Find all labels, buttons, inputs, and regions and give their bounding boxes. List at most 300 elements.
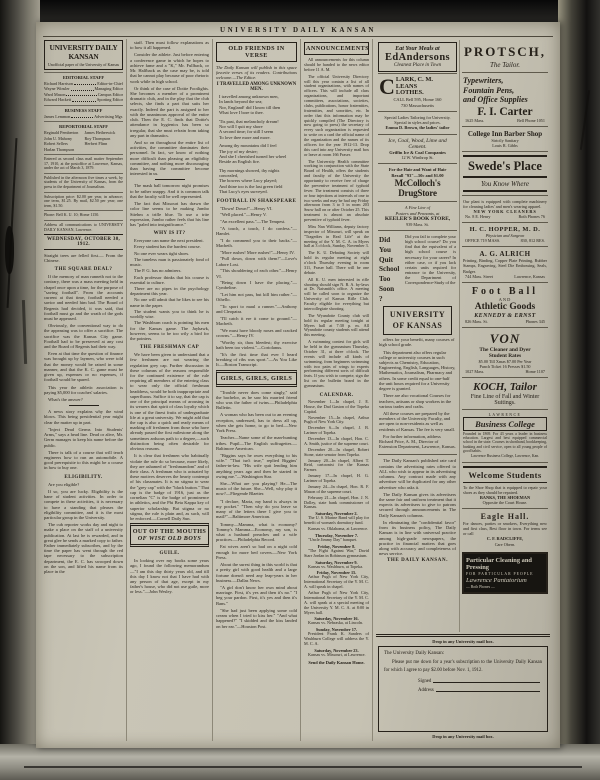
send-home-line: Send the Daily Kansan Home. [308, 659, 365, 665]
coupon-rule [376, 634, 550, 637]
paragraph: offers for your benefit, many courses of high school grade. [379, 337, 455, 348]
paragraph: In eliminating the "confidential favor" from its business policy, The Daily Kansan is in line with universal practice among high-grade newspapers, the practice in financial matters that goes along with accuracy and completeness of news service. [379, 519, 456, 557]
quote: "Pull down, down with them!"—Love's Labore Lost. [216, 256, 297, 267]
paragraph: staff. Then must follow explanations as to how it all happened. [130, 40, 209, 51]
verse-note: The Daily Kansan will publish in this space favorite verses of its readers. Contributions welcome.—The Editor. [216, 65, 297, 80]
quote: "Worthy sir, thou bleedest; thy exercise hath been too violent."—Coriolanus. [216, 339, 297, 351]
masthead-notice: Published in the afternoon five times a week, by students of the University of Kansas, from the press in the department of Journalism. [44, 174, 123, 190]
masthead-notices [44, 154, 123, 232]
ad-body: Special Ladies Tailoring for University. Special in styles and prices. [384, 115, 451, 126]
calendar-list [304, 400, 369, 658]
column-announcements [301, 39, 373, 741]
ad-address: OFFICE 719 MASS. [465, 238, 501, 244]
right-section [373, 39, 553, 741]
ad-headline: Foot Ball [471, 285, 539, 297]
calendar-item [304, 648, 369, 658]
scan-border-right [558, 0, 600, 780]
head-rule [43, 36, 553, 37]
calendar-date: Saturday, November 2. [315, 511, 358, 517]
quit-school-header [379, 234, 456, 304]
ad-word: Too [379, 275, 391, 284]
calendar-text: December 20—In chapel, Robert Stone, state senator from Topeka. [304, 446, 369, 457]
paragraph: The mask ball tomorrow night promises to be rather snappy. And it is common talk that the faculty will be well represented. [130, 183, 209, 199]
staff-name: Reginald Pemberton [44, 130, 79, 136]
masthead-notice: Phone: Bell K. U. 10; Home 1150. [44, 210, 123, 218]
ad-line: Student Rates [488, 352, 522, 359]
ad-word: You [379, 246, 391, 254]
calendar-headline: CALENDAR. [319, 391, 354, 398]
university-of-kansas-box: UNIVERSITY OF KANSAS [383, 306, 452, 335]
ad-word: Soon [379, 284, 395, 293]
why-is-it-headline: WHY IS IT? [153, 230, 186, 237]
calendar-item [304, 591, 369, 615]
calendar-text: President Frank K. Sanders of Washburn College will address the Y. M. C. A. [304, 631, 369, 646]
masthead-notice: Entered as second class mail matter September 17, 1910, at the postoffice at Lawrence, Kansas, under the act of March 3, 1879. [44, 156, 123, 171]
paragraph: The Washburn coach is pointing his men for the Kansas game. The Jayhawk, however, seems to be too wily a bird for the pointers. [130, 320, 209, 341]
ad-address-row [463, 274, 547, 279]
paragraph: Or think of the case of Dottie Footlights. She becomes a member of a prominent dramatic club, and in the play that the club selects, she finds a part that suits her exactly. Indeed the part is assigned to her with the unanimous approval of the entire club. Then the E. C. finds that Dottie's attendance in hygienics has been so irregular, that she must refrain from taking any part in dramatics. [130, 85, 209, 138]
ad-phone: — Both Phones — [466, 584, 495, 589]
ad-headline: Ice, Coal, Wood, Lime and Cement. [388, 137, 447, 150]
address-blank-line [436, 688, 540, 692]
advertiser-name: KENNEDY & ERNST [474, 312, 536, 319]
masthead-title: UNIVERSITY DAILY KANSAN [49, 43, 118, 61]
paragraph: The fact that Missouri has drawn the color line seems to be making Jumbo Stiehm a trifle blue. To use a trite expression, Jumbo rather feels that his line has "paled into insignificance." [130, 201, 209, 227]
editorial-continuation [130, 40, 209, 176]
ad-line: Care Obern. [494, 541, 516, 547]
calendar-item [304, 485, 369, 495]
freshman-cap-body [130, 352, 209, 521]
ad-alrich-printing [462, 246, 548, 281]
quit-school-words [379, 234, 405, 304]
scan-border-bottom [0, 744, 600, 780]
ad-phone: Both Phones 76 [518, 214, 545, 220]
scan-artifact-line [24, 766, 582, 768]
ad-line: The Cleaner and Dyer [479, 346, 531, 353]
dot-leader [66, 92, 96, 96]
section-divider [69, 405, 99, 406]
poem-stanza: Thy mornings showed, thy nights concealed, The bowers where Lucy played; And thine too is the last green field That Lucy's eyes surveyed. [219, 167, 283, 195]
paragraph: The Daily Kansan gives its advertisers the same fair and uniform treatment that it expects its advertisers to give to patrons secured through announcements in The Daily Kansan's columns. [379, 491, 456, 518]
calendar-item [304, 448, 369, 458]
ad-eagle-hall [462, 508, 548, 550]
calendar-item [304, 627, 369, 647]
calendar-text: Kansas vs. Washburn, at Topeka. [308, 563, 364, 569]
calendar-item [304, 400, 369, 415]
advertiser-name: H. C. HOPPER, M. D. [469, 226, 541, 234]
calendar-date: Sunday, November 17. [315, 627, 358, 633]
ad-body: Founded in 1869. For 43 years a leader in business education. Largest and best equipped commercial school in the state. Courses in shorthand, bookkeeping, banking and civil service, open to all young people of good habits. [463, 431, 547, 454]
calendar-item [304, 511, 369, 526]
dot-leader [74, 81, 96, 85]
ad-college-inn-barber [462, 126, 548, 151]
staff-name: Edward Hackett [44, 97, 72, 103]
ad-line: Eat Your Meals at [395, 46, 440, 52]
announcement: A swimming contest for girls will be held in the gymnasium Thursday, October 31, at three o'clock. The events will include all kinds of swimming, from beginners swimming with two pairs of wings to experts performing different sorts of difficult feats. If you wish to compete, sign the list on the bulletin board in the gymnasium. [304, 339, 369, 388]
paragraph: Obviously, the conventional way to do the appeasing was to offer a sacrifice. The sacrifice was the Kansas City game. Football had to be preserved at any cost and the Board of Regents had their way. [44, 323, 123, 350]
ad-headline: Welcome Students [463, 466, 547, 483]
ad-swedes-place [462, 151, 548, 195]
calendar-text: Arthur Pugh of New York City, International Secretary of the Y. M. C. A. will speak at a special meeting of the University Y. M. C. A. at 8:00 in Myers hall. [304, 590, 369, 615]
advertiser-name: Emma D. Brown, the ladies' tailor [385, 125, 450, 131]
quote: "Being down I have the placing."—Cymbeline. [216, 280, 297, 291]
ad-phone: Bell Phone 1051 [517, 117, 545, 123]
ad-headline: Particular Cleaning and Pressing [466, 556, 532, 571]
ad-clark-headline [379, 73, 456, 99]
paragraph: Are you eligible? [48, 481, 80, 487]
scan-artifact-blotch [5, 226, 14, 274]
ad-line: Opposite the Court House. [482, 500, 528, 506]
staff-name: Ward Mason [44, 91, 66, 97]
masthead-subtitle: Unofficial paper of the University of Kansas [47, 62, 120, 67]
announcement: The official University Directory will this year contain a list of all student organizations, with names of officers. This will include all class organizations, and important committees, associations, societies, clubs, publications, honor fraternities, fraternities, and sororities, etc. In order that this information may be quickly compiled (The Directory is now going to press) the secretary of every such organization is requested to write on a card the official name of the organization and the names of its officers for the year 1912-13. Drop this card into any University mail box or leave at room 166 Fraser. [304, 73, 369, 157]
subscription-coupon [378, 646, 548, 732]
joke: Tommy—Mamma, what is economy? Tommy's Mamma—Economy, my son, is what a husband preaches and a wife practices.—Philadelphia Record. [216, 521, 297, 543]
calendar-date: Saturday, November 9. [315, 559, 358, 565]
advertiser-name: Swede's Place [463, 155, 547, 178]
paragraph: Even at that time the question of finance was brought up by laymen, who were told that the money would be raised in some manner, and that the K. C. game must be given up, expenses or no expenses, if football would be spared. [44, 351, 123, 383]
staff-name: Roy Thompson [84, 135, 111, 141]
ad-koch-tailor [462, 377, 548, 409]
ad-address-row [463, 118, 547, 123]
ad-body: For dances, parties or smokers, Everything new and first class, Best floor in town. For terms see or call [463, 521, 547, 537]
girls-box: GIRLS, GIRLS, GIRLS [216, 370, 297, 387]
list-item: No one will admit that he likes to see his name in the paper. [130, 297, 209, 308]
ad-columns [376, 40, 550, 632]
ad-carter [462, 72, 548, 126]
staff-name: Harlan Thompson [44, 146, 75, 152]
guile-headline: GUILE. [159, 550, 180, 557]
ad-line: LARK, C. M. [395, 76, 433, 83]
ad-address-row [463, 369, 547, 374]
running-head: UNIVERSITY DAILY KANSAN [220, 26, 376, 34]
coupon-salutation: The University Daily Kansan: [384, 651, 445, 656]
ad-city: Lawrence, Kansas [514, 273, 545, 279]
ad-business-college [462, 409, 548, 462]
dot-leader [72, 97, 96, 101]
ad-line: Typewriters, [463, 76, 504, 85]
column-masthead-editorial [41, 39, 127, 741]
calendar-date: Friday, November 8. [317, 543, 356, 549]
announcements-note: All announcements for this column should be handed to the news editor before 11 A. M. [304, 57, 369, 72]
ad-line: Posters and Pennants, at [395, 210, 440, 216]
advertiser-name: Lawrence Pantatorium [466, 576, 527, 584]
editorial-staff-heading: EDITORIAL STAFF [44, 72, 123, 80]
joke: Teacher—Name some of the man-hunting tribes. Pupil—The English suffragettes.—Baltimore American. [216, 435, 297, 451]
paragraph: A news story explains why the wind blows. This being presidential year might clear the matter up in part. [44, 409, 123, 425]
ad-address: 730 Massachusetts [400, 102, 435, 108]
calendar-item [304, 544, 369, 559]
list-item: No one ever wears tight shoes. [134, 250, 190, 256]
advertiser-name: PROTSCH, [463, 44, 547, 59]
paragraph: This year the athletic association is paying $5,000 for coaches' salaries. [44, 384, 123, 395]
joke: Fat wives aren't so bad on a night cold enough for more bed covers.—New York Press. [216, 544, 297, 560]
editorial-shorts [44, 409, 123, 470]
ad-rates [463, 359, 547, 369]
ad-paragraphs [379, 458, 456, 556]
ad-body: Our plant is equipped with complete machinery for cleaning ladies' and men's wearing apparel. [463, 198, 547, 209]
quote: "I'll catch it ere it come to ground."—Macbeth. [216, 316, 297, 327]
advertiser-name: EdAndersons [384, 52, 451, 63]
calendar-text: December 6—In chapel, J. B. Larimer of Topeka. [304, 425, 369, 436]
ad-lawrence-pantatorium [462, 552, 548, 594]
ad-address: 1625 Mass. [465, 117, 485, 123]
old-friends-box: OLD FRIENDS IN VERSE [216, 42, 297, 62]
calendar-text: November 1—In chapel, J. E. House, the Dad Gaston of the Topeka Capital. [304, 398, 369, 414]
calendar-text: Kansas vs. Oklahoma, at Lawrence. [308, 526, 369, 531]
paragraph: This department also offers regular college or university courses in such subjects as Chemistry, Education, Engineering, English, Languages, History, Mathematics, Journalism, Pharmacy and others. In some credit equal to one-half the unit hours required for a University degree is granted. [379, 349, 456, 392]
staff-role: Sporting Editor [97, 97, 123, 103]
ad-line: You Know Where [463, 180, 547, 192]
joke: "Biggins says he owes everything to his wife." "That isn't true," replied Biggins' father-in-law. "His wife quit lending him anything years ago and then he started in owing me."—Washington Star. [216, 452, 297, 479]
quote: "We must have bloody noses and cracked crowns."—Henry IV. [216, 328, 297, 339]
staff-role: Editor-in-Chief [97, 81, 123, 86]
staff-name: Robert Sellers [44, 141, 68, 147]
ad-address: 744 Mass. Street [465, 273, 494, 279]
joke: "She had just been applying some cold cream when I tried to kiss her." "And what happened?" "I skidded and the kiss landed on her ear."—Houston Post. [216, 607, 297, 629]
paragraph: There is talk of a course that will teach engineers how to run an automobile. A good prerequisite to this might be a course in how to buy one. [44, 449, 123, 471]
ad-word: Quit [379, 255, 393, 264]
ad-griffin-ice-coal [378, 134, 457, 164]
list-item: There are no pipes in the psychology department this year. [130, 285, 209, 297]
poem-stanza: I travelled among unknown men, In lands beyond the sea; Nor, England! did I know till then What love I bore to thee. [219, 94, 281, 116]
paragraph: What's the answer? [48, 397, 83, 403]
ad-phone: 830, 812 RES. [520, 238, 545, 244]
calendar-text: The U. S. Marine Band will play for benefit of woman's dormitory fund. [304, 515, 369, 526]
ad-lines [396, 77, 433, 97]
list-item: Everyone can name the next president. [134, 238, 204, 244]
paragraph: We have been given to understand that a few freshmen are not wearing the regulation grey cap. Further discussion in these columns of the reasons responsible for the continued existence of the rule requiring all members of the entering class to wear only the official freshman headdress, would be both inappropriate and superfluous. Suffice it to say, that the cap is one of the principal means of arousing in its wearers that spirit of class loyalty which is one of the finest fruits of undergraduate life at a great university. We might add that the cap is also a quick and ready means of marking off freshmen from those who have already passed the first milestone along the sometimes arduous path to a degree,—such distinction being often desirable for obvious reasons. [130, 352, 209, 452]
paragraph: It is clear that freshmen who habitually violate the rule do so because, more likely, they are ashamed of "freshmandom" and of their class. A freshman who is actuated by these motives deserves the hearty contempt of his classmates. It is no stigma to wear the "grey cap" with the "black button." That cap is the badge of 1916, just as the cornelian "C" is the badge of prominence in athletics, and the Phi Beta Kappa key of superior scholarship. But stigma or no stigma, the rule is plain and, as such, will be enforced.—Cornell Daily Sun. [130, 453, 209, 521]
quote: "An excellent pass."—The Tempest. [220, 219, 286, 225]
paragraph: There are also vocational Courses for teachers, artisans or shop workers in the various trades and crafts. [379, 393, 452, 409]
shakespeare-quotes [216, 206, 297, 368]
jokes-list [216, 390, 297, 629]
advertiser-name: NEW YORK CLEANERS [473, 208, 537, 214]
paragraph: All these courses are prepared by the members of the University Faculty, and are open to non-residents as well as residents of Kansas. The fee is very small. [379, 410, 456, 432]
ad-line: Louis R. Gibbs [492, 142, 518, 148]
masthead-notice: Subscription price: $2.00 per year, in advance; one term, $1.25. By mail, $2.50 per year; one term, $1.50. [44, 193, 123, 208]
ad-body: To the Shoe Shop that is equipped to repair your shoes as they should be repaired. [463, 484, 547, 495]
paragraph: The cub reporter works day and night to make a place on the staff of a university publication. At last he is rewarded, and in great glee he sends a marked copy to father. Father immediately subscribes, and by the time the paper has went through the red tape necessary to the subscription department, the E. C. has swooped down on the son, and lifted his name from its place in the [44, 522, 123, 575]
ad-lines [463, 76, 547, 105]
ad-address: 826 Mass. St. [465, 318, 488, 324]
advertiser-name: Griffin Ice & Coal Companies [389, 149, 446, 155]
ad-word: Did [379, 236, 391, 245]
advertiser-name: VON [489, 330, 521, 346]
ad-offer: Rexall "93"—50c and $1.00 [391, 172, 444, 178]
joke: A woman who has been out to an evening reception, undressed, has to dress all up, when she gets home, to go to bed.—New York Press. [216, 412, 297, 434]
calendar-item [304, 560, 369, 570]
shakespeare-headline: FOOTBALL IN SHAKSPEARE [216, 197, 297, 204]
staff-row [44, 97, 123, 102]
paragraph: Consider the athlete. Just before entering a conference game in which he hopes to achieve fame and a "K," Mr. Fullback, or Mr. Halfback as the case may be, is told that he cannot play because of poor rhetoric work while in high school. [130, 52, 209, 84]
list-item: The student wants you to think he is worldly wise. [130, 308, 209, 320]
calendar-text: February 21—In chapel, Hon. J. N. Dolley, state bank commissioner of Kansas. [304, 494, 369, 510]
advertiser-name: BANKS, THE SHOEMAN [479, 494, 531, 500]
announcement: The University Health committee working in conjunction with the State Board of Health, offers the students and faculty of the University the opportunity to receive free of charge the preventive treatment of typhoid fever. The treatment consists of three or four injections at intervals of one to two weeks and may be had any Friday afternoon from 3 to 5 in room 203 Snow hall on or after October 25. This treatment is almost an absolute preventive of typhoid fever. [304, 158, 369, 222]
announcements-list [304, 75, 369, 389]
joke: About the surest thing in this world is that a pretty girl with good health and a large fortune doesn't need any leap-years in her business.—Dallas News. [216, 562, 297, 583]
ad-kennedy-ernst [462, 282, 548, 327]
quote: "This shouldering of each other."—Henry VI. [216, 268, 297, 279]
calendar-item [304, 437, 369, 447]
ad-line: AND [498, 296, 512, 302]
ad-line: LAWRENCE [488, 412, 522, 417]
ad-headline: For the Hair and Want of Hair [388, 167, 447, 173]
staff-name: Wayne Winsler [44, 86, 70, 92]
calendar-item [304, 474, 369, 484]
calendar-date: Saturday, November 23. [314, 647, 359, 653]
ad-correspondence-study [378, 230, 457, 454]
ad-contact: C. F. RADCLIFFE, [486, 536, 524, 542]
paragraph: And so on throughout the entire list of activities, the committee dominates their personnel. In fact, we know of nothing more difficult than pleasing an eligibility committee, and nothing more discouraging than having the committee become interested in us. [130, 139, 209, 177]
ad-rate-card-house [378, 454, 457, 566]
business-staff-list [44, 114, 123, 119]
calendar-item [304, 459, 369, 474]
ad-column-middle [376, 40, 460, 632]
ad-line: A Fine Line of [404, 205, 431, 211]
signed-label: Signed [418, 679, 432, 685]
list-item: Every student has the hardest course. [134, 244, 201, 250]
eligibility-body [44, 482, 123, 575]
advertiser-name: College Inn Barber Shop [467, 129, 543, 138]
ad-line: LOTHES. [395, 89, 424, 97]
calendar-item [304, 616, 369, 626]
quote: "More rushes! More rushes!"—Henry IV. [220, 249, 295, 255]
ad-line: Strictly Sanitary [491, 137, 519, 143]
ad-hopper-md [462, 222, 548, 246]
ad-headline: Athletic Goods [474, 301, 536, 312]
quote: "To sport to maul a runner."—Anthony and Cleopatra. [216, 304, 297, 315]
reportorial-staff-list [44, 130, 123, 152]
coupon-address-row [384, 688, 542, 693]
masthead-notice: Address all communications to UNIVERSITY DAILY KANSAN, Lawrence. [44, 222, 123, 232]
staff-name: James Lemmon [44, 113, 71, 119]
advertiser-name: KEELER'S BOOK STORE, [384, 216, 451, 223]
ad-line: Lawrence Business College, Lawrence, Kan. [470, 454, 540, 459]
box-headline-line: OF WISE OLD BOYS [137, 535, 202, 543]
coupon-drop-line: Drop in any University mail box. [432, 734, 494, 739]
ad-line: and Office Supplies [463, 95, 528, 105]
editorial-body [44, 274, 123, 402]
section-divider [155, 179, 185, 180]
ad-column-right [460, 40, 550, 632]
ad-line: Fine Line of Fall and Winter Suitings. [470, 393, 540, 406]
ad-word: ? [379, 294, 383, 303]
paragraph: For further information, address Richard Price, A. M., Director of Extension Department, Lawrence, Kansas. [379, 433, 456, 450]
calendar-item [304, 527, 369, 532]
ad-von-cleaner [462, 327, 548, 377]
ad-line: Fountain Pens, [463, 85, 515, 95]
ad-protsch [462, 41, 548, 72]
wise-old-boys-box [130, 523, 209, 547]
calendar-date: Thursday, November 7. [314, 532, 359, 538]
column-editorial-continued [127, 39, 213, 741]
poem-stanza: Among thy mountains did I feel The joy of my desire; And she I cherished turned her wheel Beside an English fire. [219, 143, 287, 165]
quote: "Well placed."—Henry V. [220, 212, 267, 218]
announcement: The Wyandotte County club will hold its regular meeting tonight at Myers hall at 7:30 p. m. All Wyandotte county students will attend this meeting. [304, 312, 369, 338]
column-verse-jokes [213, 39, 301, 741]
paragraph: "Inject Dead Germs Into Students' Arms," says a head line. Dead or alive, Mr. Germ manages to keep his name before the public. [44, 426, 123, 448]
calendar-text: January 20—In chapel, Albert T. Reid, cartoonist for the Kansas Farmer. [304, 457, 369, 473]
list-item: The P. G. has no admirers. [134, 268, 182, 274]
calendar-text: January 24—In chapel, Hon. R. F. Mason of the supreme court. [304, 483, 369, 494]
coupon-signed-row [384, 679, 542, 684]
calendar-text: Arthur Pugh of New York City, International Secretary of the Y. M. C. A. will speak in chapel. [304, 574, 369, 590]
ad-line: LEANS [395, 82, 418, 90]
quote: "I do commend you to their backs."—Macbeth. [216, 237, 297, 248]
calendar-date: Friday, November 15. [316, 570, 357, 576]
ad-body: Did you fail to complete your high school course? Do you find that the equivalent of a high school course is necessary for your career? In either case, or if you lack certain units required for entrance to the University, the Department of Correspondence-Study of the [405, 234, 456, 285]
ad-phone: CALL Bell 595, Home 160 [393, 97, 442, 103]
paragraph: In looking over my books some years ago, I found the following memorandum—"I am this day thirty years old, and till this day I know not that I have had with any person of that age, except in my father's house, who did not use guile, more or less."—John Wesley. [130, 558, 209, 595]
dot-leader [71, 114, 93, 118]
paragraph: If so, you are lucky. Eligibility is the bane of student activities. In order to compete in these activities, it is necessary to have a standing that pleases the eligibility committee, and it is the most particular group in the University. [44, 488, 123, 520]
list-item: Each professor thinks that his course is essential to culture. [130, 274, 209, 285]
ad-line: The Tailor. [489, 61, 521, 69]
ad-address-row [463, 214, 547, 219]
paragraph: The Daily Kansan's published rate card contains the advertising rates offered to ALL who wish to appear in its advertising columns. Any contract made with any advertiser will be duplicated for any other advertiser who asks it. [379, 458, 456, 490]
poem-title: I TRAVELLED AMONG UNKNOWN MEN. [216, 82, 297, 92]
staff-role: Advertising Mgr. [94, 113, 123, 119]
ad-word: School [379, 265, 400, 274]
ad-line: Physician and Surgeon [485, 233, 525, 239]
staff-name: James Hetherwick [84, 130, 116, 136]
coupon-body: Please put me down for a year's subscription to the University Daily Kansan for which I agree to pay $2.00 before Nov. 1, 1912. [384, 660, 542, 674]
ad-line: FOR PARTICULAR PEOPLE [466, 571, 534, 576]
announcement: All K. U. men interested in rifle shooting should sign N. R. A. by-laws at Dr. Naismith's office. A meeting will be called soon to organize the University of Kansas Rifle Club. Faculty eligible for everything but intercollegiate shooting. [304, 276, 369, 311]
advertiser-name: F. I. Carter [477, 105, 533, 118]
ad-line: Cleanest Place in Town [393, 63, 442, 68]
joke: "I declare, Maria, my hand is always in my pocket." "Then why do you leave so many of the letters there I give you to mail?"—Baltimore American. [216, 498, 297, 520]
quote: "A touch, a touch, I do confess."—Hamlet. [216, 225, 297, 237]
eligibility-headline: ELIGIBILITY. [64, 473, 103, 480]
motto: Straight trees are felled first.— From the Chinese. [44, 253, 123, 264]
calendar-text: Kansas vs. Missouri, at Lawrence. [308, 651, 366, 657]
address-label: Address [418, 688, 434, 694]
calendar-text: November 15—In chapel, Arthur Pugh of New York City. [304, 414, 369, 425]
poem-stanza: 'Tis past, that melancholy dream! Nor will I quit my shore A second time; for still I seem To love thee more and more. [219, 118, 279, 140]
dot-leader [71, 86, 94, 90]
ad-new-york-cleaners [462, 195, 548, 223]
ad-ed-andersons [378, 42, 457, 72]
announcements-box: ANNOUNCEMENTS [304, 42, 369, 55]
ad-body: Printing, Binding, Copper Plate Printing, Rubber Stamps, Engraving, Steel Die Embossing, Seals, Badges [463, 258, 547, 274]
scan-border-left [0, 0, 40, 780]
ad-address: 12 W. Winthrop St. [401, 155, 434, 161]
drop-cap: C [379, 73, 395, 99]
calendar-item [304, 570, 369, 590]
calendar-text: January 17—In chapel, H. G. Larimer of Topeka. [304, 473, 369, 483]
ad-mccolloch-drugstore [378, 163, 457, 201]
poem [216, 94, 297, 195]
calendar-item [304, 496, 369, 511]
announcement: The K. U. Debating Society will hold its regular meeting at eight o'clock Thursday evening in room 311, Fraser hall. There will be one debate. [304, 250, 369, 275]
list-item: The tuneless man is passionately fond of music. [130, 256, 209, 268]
staff-role: Managing Editor [94, 86, 123, 92]
ad-address: 939 Mass. St. [406, 222, 429, 228]
dateline: WEDNESDAY, OCTOBER 30, 1912. [44, 234, 123, 250]
scan-border-top [0, 0, 600, 24]
staff-name: John U. Mahony [44, 135, 73, 141]
advertiser-name: A. G. ALRICH [479, 250, 531, 259]
staff-row [44, 114, 123, 119]
advertiser-name: Eagle Hall. [480, 512, 530, 522]
why-is-it-list [130, 238, 209, 319]
box-headline-line: OUT OF THE MOUTHS [132, 528, 207, 536]
business-staff-heading: BUSINESS STAFF [44, 105, 123, 113]
